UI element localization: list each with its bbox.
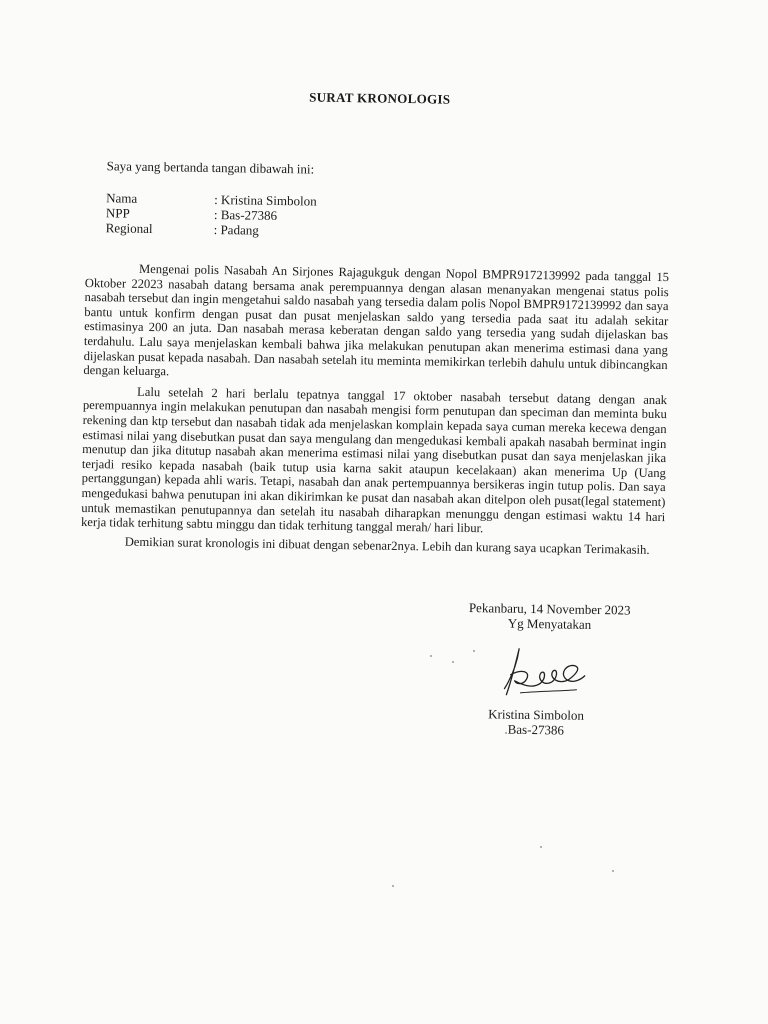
identity-label: NPP	[105, 205, 130, 221]
identity-block	[106, 190, 671, 244]
paragraph-second-visit: Lalu setelah 2 hari berlalu tepatnya tanggal 17 oktober nasabah tersebut datang dengan anak perempuannya ingin melakukan penutupan dan nasabah mengisi form penutupan dan speciman dan meminta buku rekening dan ktp tersebut dan nasabah tidak ada menjelaskan komplain kepada saya cuman mereka kecewa dengan estimasi nilai yang disebutkan pusat dan saya mengulang dan mengedukasi kembali apakah nasabah berminat ingin menutup dan jika ditutup nasabah akan menerima estimasi nilai yang disebutkan pusat dan saya menjelaskan jika terjadi resiko kepada nasabah (baik tutup usia karna sakit ataupun kecelakaan) akan menerima Up (Uang pertanggungan) kepada ahli waris. Tetapi, nasabah dan anak pertempuannya bersikeras ingin tutup polis. Dan saya mengedukasi bahwa penutupan ini akan dikirimkan ke pusat dan nasabah akan ditelpon oleh pusat(legal statement) untuk memastikan penutupannya dan setelah itu nasabah diharapkan menunggu dengan estimasi waktu 14 hari kerja tidak terhitung sabtu minggu dan tidak terhitung tanggal merah/ hari libur.	[80, 384, 668, 536]
intro-line: Saya yang bertanda tangan dibawah ini:	[106, 158, 315, 177]
closing-block	[459, 600, 639, 633]
identity-label: Nama	[106, 190, 138, 206]
signer-block	[476, 706, 596, 738]
signer-name: Kristina Simbolon	[488, 706, 585, 724]
handwritten-signature	[496, 645, 587, 702]
statement-label: Yg Menyatakan	[507, 615, 592, 633]
paragraph-first-visit: Mengenai polis Nasabah An Sirjones Rajagukguk dengan Nopol BMPR9172139992 pada tanggal 15 Oktober 22023 nasabah datang bersama anak perempuannya dengan alasan menanyakan mengenai status polis nasabah tersebut dan ingin mengetahui saldo nasabah yang tersedia dalam polis Nopol BMPR9172139992 dan saya bantu untuk konfirm dengan pusat dan pusat menjelaskan saldo yang tersedia pada saat itu adalah sekitar estimasinya 200 an juta. Dan nasabah merasa keberatan dengan saldo yang tersedia yang sudah dijelaskan bas terdahulu. Lalu saya menjelaskan kembali bahwa jika melakukan penutupan akan menerima estimasi dana yang dijelaskan pusat kepada nasabah. Dan nasabah setelah itu meminta memikirkan terlebih dahulu untuk dibincangkan dengan keluarga.	[83, 261, 670, 379]
identity-value: : Padang	[213, 221, 259, 238]
place-date: Pekanbaru, 14 November 2023	[468, 600, 631, 618]
letter-title: SURAT KRONOLOGIS	[309, 89, 451, 107]
identity-label: Regional	[105, 220, 153, 237]
paragraph-closing: Demikian surat kronologis ini dibuat dengan sebenar2nya. Lebih dan kurang saya ucapkan Terimakasih.	[124, 534, 650, 557]
identity-value: : Kristina Simbolon	[214, 191, 317, 209]
letter-body	[78, 80, 672, 739]
identity-value: : Bas-27386	[213, 206, 278, 223]
signer-npp: Bas-27386	[507, 721, 565, 738]
